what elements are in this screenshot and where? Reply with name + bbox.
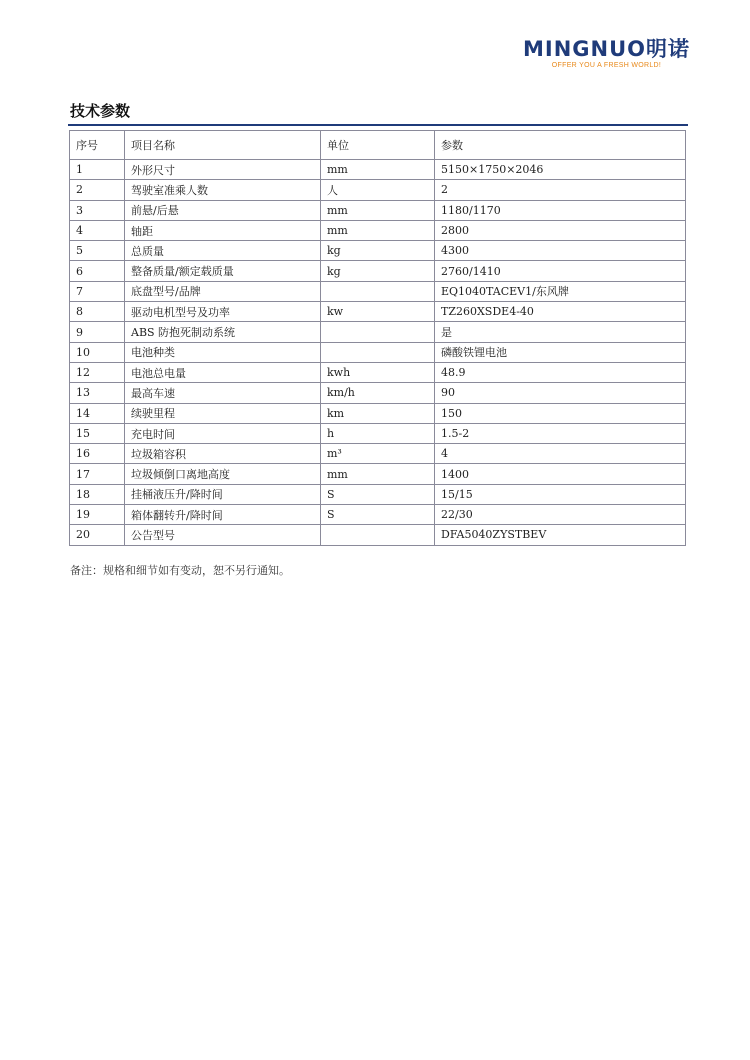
header-index: 序号 bbox=[70, 131, 125, 160]
cell-value: TZ260XSDE4-40 bbox=[435, 302, 686, 322]
cell-value: 2760/1410 bbox=[435, 261, 686, 281]
cell-value: 磷酸铁锂电池 bbox=[435, 342, 686, 362]
header-value: 参数 bbox=[435, 131, 686, 160]
cell-unit: h bbox=[321, 423, 435, 443]
cell-unit: mm bbox=[321, 200, 435, 220]
cell-index: 12 bbox=[70, 362, 125, 382]
cell-item: 总质量 bbox=[125, 241, 321, 261]
cell-index: 1 bbox=[70, 160, 125, 180]
table-row bbox=[70, 423, 686, 443]
cell-item: 底盘型号/品牌 bbox=[125, 281, 321, 301]
table-row bbox=[70, 200, 686, 220]
cell-index: 3 bbox=[70, 200, 125, 220]
cell-unit: S bbox=[321, 484, 435, 504]
cell-index: 19 bbox=[70, 505, 125, 525]
cell-unit bbox=[321, 322, 435, 342]
table-row bbox=[70, 525, 686, 545]
cell-item: 垃圾倾倒口离地高度 bbox=[125, 464, 321, 484]
cell-index: 18 bbox=[70, 484, 125, 504]
cell-value: 90 bbox=[435, 383, 686, 403]
cell-index: 10 bbox=[70, 342, 125, 362]
cell-value: 1.5-2 bbox=[435, 423, 686, 443]
cell-item: 轴距 bbox=[125, 220, 321, 240]
cell-index: 4 bbox=[70, 220, 125, 240]
cell-value: 是 bbox=[435, 322, 686, 342]
table-row bbox=[70, 362, 686, 382]
cell-value: 1180/1170 bbox=[435, 200, 686, 220]
cell-index: 6 bbox=[70, 261, 125, 281]
cell-value: 2800 bbox=[435, 220, 686, 240]
table-row bbox=[70, 403, 686, 423]
table-row bbox=[70, 322, 686, 342]
cell-index: 20 bbox=[70, 525, 125, 545]
table-row bbox=[70, 220, 686, 240]
spec-table-body bbox=[70, 160, 686, 546]
cell-unit: S bbox=[321, 505, 435, 525]
cell-value: 48.9 bbox=[435, 362, 686, 382]
cell-index: 13 bbox=[70, 383, 125, 403]
cell-unit: kg bbox=[321, 261, 435, 281]
table-row bbox=[70, 241, 686, 261]
cell-item: 前悬/后悬 bbox=[125, 200, 321, 220]
header-item: 项目名称 bbox=[125, 131, 321, 160]
cell-value: 1400 bbox=[435, 464, 686, 484]
table-row bbox=[70, 444, 686, 464]
cell-index: 8 bbox=[70, 302, 125, 322]
header-unit: 单位 bbox=[321, 131, 435, 160]
cell-value: 5150×1750×2046 bbox=[435, 160, 686, 180]
cell-item: 电池种类 bbox=[125, 342, 321, 362]
cell-index: 14 bbox=[70, 403, 125, 423]
cell-index: 17 bbox=[70, 464, 125, 484]
cell-value: 4300 bbox=[435, 241, 686, 261]
cell-unit: km/h bbox=[321, 383, 435, 403]
cell-value: 4 bbox=[435, 444, 686, 464]
table-row bbox=[70, 383, 686, 403]
logo-tagline: OFFER YOU A FRESH WORLD! bbox=[551, 62, 662, 69]
table-row bbox=[70, 484, 686, 504]
table-header-row bbox=[70, 131, 686, 160]
cell-index: 5 bbox=[70, 241, 125, 261]
table-row bbox=[70, 261, 686, 281]
cell-item: 箱体翻转升/降时间 bbox=[125, 505, 321, 525]
table-row bbox=[70, 160, 686, 180]
cell-index: 7 bbox=[70, 281, 125, 301]
table-row bbox=[70, 342, 686, 362]
cell-unit bbox=[321, 525, 435, 545]
cell-unit: km bbox=[321, 403, 435, 423]
table-row bbox=[70, 464, 686, 484]
section-title: 技术参数 bbox=[70, 102, 131, 120]
cell-index: 9 bbox=[70, 322, 125, 342]
table-row bbox=[70, 505, 686, 525]
title-divider bbox=[68, 124, 688, 126]
cell-index: 16 bbox=[70, 444, 125, 464]
cell-value: EQ1040TACEV1/东风牌 bbox=[435, 281, 686, 301]
cell-unit: mm bbox=[321, 220, 435, 240]
cell-value: 150 bbox=[435, 403, 686, 423]
table-row bbox=[70, 281, 686, 301]
cell-index: 15 bbox=[70, 423, 125, 443]
logo-wordmark: MINGNUO明诺 bbox=[522, 37, 690, 61]
table-row bbox=[70, 180, 686, 200]
cell-item: 挂桶液压升/降时间 bbox=[125, 484, 321, 504]
cell-item: 整备质量/额定载质量 bbox=[125, 261, 321, 281]
cell-unit: kg bbox=[321, 241, 435, 261]
spec-table bbox=[69, 130, 686, 546]
table-row bbox=[70, 302, 686, 322]
cell-unit bbox=[321, 281, 435, 301]
cell-item: 最高车速 bbox=[125, 383, 321, 403]
cell-item: 充电时间 bbox=[125, 423, 321, 443]
cell-item: 续驶里程 bbox=[125, 403, 321, 423]
cell-index: 2 bbox=[70, 180, 125, 200]
cell-value: 22/30 bbox=[435, 505, 686, 525]
cell-unit bbox=[321, 342, 435, 362]
cell-item: 公告型号 bbox=[125, 525, 321, 545]
cell-unit: kwh bbox=[321, 362, 435, 382]
cell-item: 电池总电量 bbox=[125, 362, 321, 382]
company-logo bbox=[523, 38, 690, 69]
cell-item: 驾驶室准乘人数 bbox=[125, 180, 321, 200]
footnote: 备注：规格和细节如有变动，恕不另行通知。 bbox=[70, 564, 290, 577]
cell-unit: mm bbox=[321, 160, 435, 180]
cell-value: 15/15 bbox=[435, 484, 686, 504]
cell-item: 驱动电机型号及功率 bbox=[125, 302, 321, 322]
cell-value: 2 bbox=[435, 180, 686, 200]
cell-item: ABS 防抱死制动系统 bbox=[125, 322, 321, 342]
cell-unit: kw bbox=[321, 302, 435, 322]
cell-unit: mm bbox=[321, 464, 435, 484]
cell-item: 外形尺寸 bbox=[125, 160, 321, 180]
cell-value: DFA5040ZYSTBEV bbox=[435, 525, 686, 545]
cell-unit: 人 bbox=[321, 180, 435, 200]
cell-unit: m³ bbox=[321, 444, 435, 464]
cell-item: 垃圾箱容积 bbox=[125, 444, 321, 464]
